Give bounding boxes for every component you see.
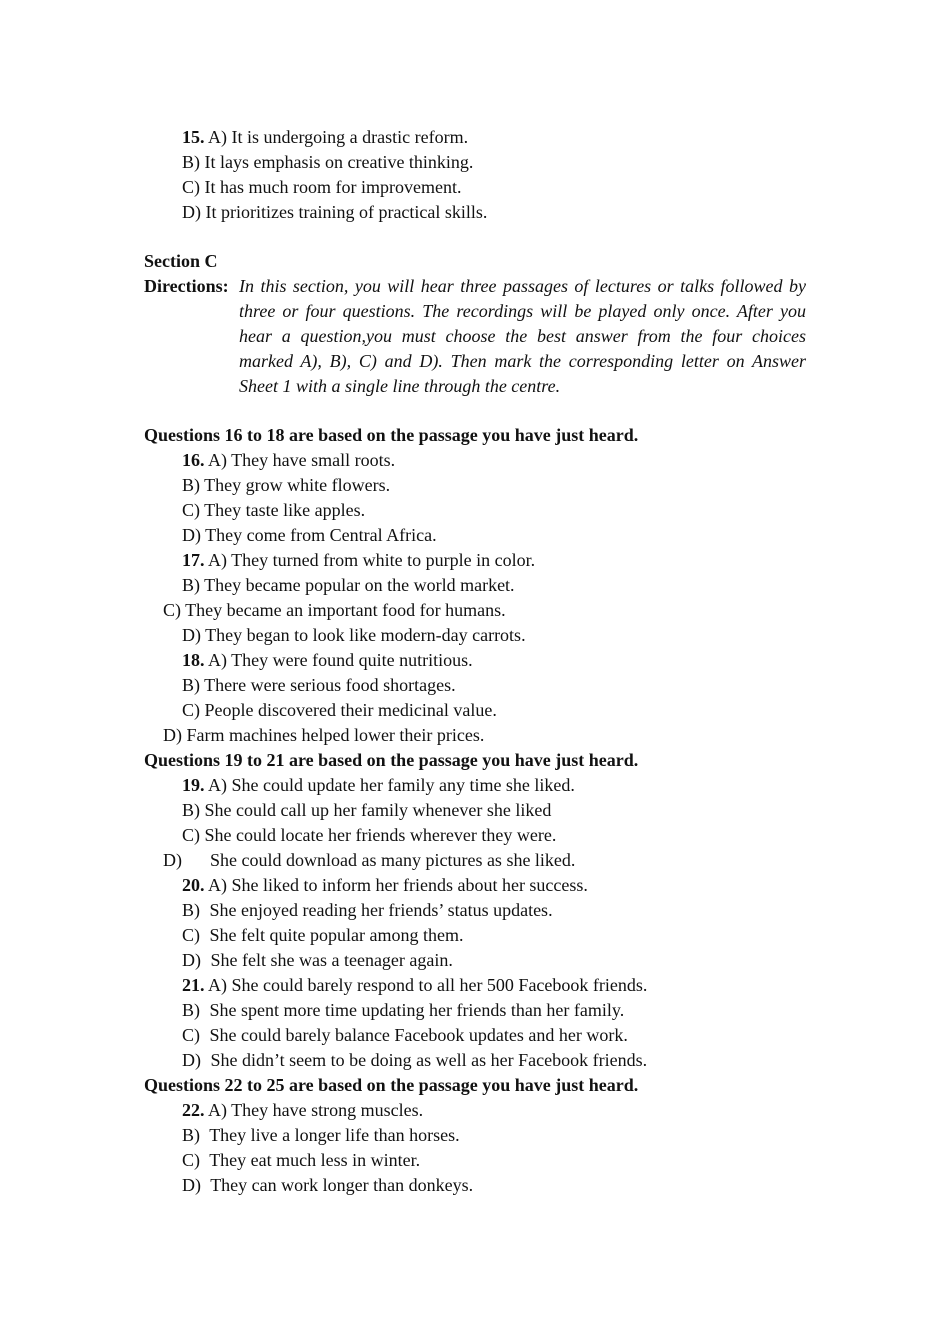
q16-number: 16. xyxy=(182,450,205,470)
group-heading-22-25: Questions 22 to 25 are based on the passage you have just heard. xyxy=(144,1075,639,1095)
q21-number: 21. xyxy=(182,975,205,995)
directions-label: Directions: xyxy=(144,276,229,296)
q21-option-b: B) She spent more time updating her friends than her family. xyxy=(182,1000,625,1020)
q21-option-a: 21. A) She could barely respond to all her 500 Facebook friends. xyxy=(182,975,648,995)
q19-option-c: C) She could locate her friends wherever they were. xyxy=(182,825,557,845)
q17-option-b: B) They became popular on the world market. xyxy=(182,575,515,595)
group-heading-19-21: Questions 19 to 21 are based on the passage you have just heard. xyxy=(144,750,639,770)
q18-option-b: B) There were serious food shortages. xyxy=(182,675,456,695)
directions-text: In this section, you will hear three passages of lectures or talks followed by three or four questions. The recordings will be played only once. After you hear a question,you must choose the best answer from the four choices marked A), B), C) and D). Then mark the corresponding letter on Answer Sheet 1 with a single line through the centre. xyxy=(239,276,806,396)
q21-option-d: D) She didn’t seem to be doing as well as her Facebook friends. xyxy=(182,1050,648,1070)
q18-number: 18. xyxy=(182,650,205,670)
q19-number: 19. xyxy=(182,775,205,795)
section-title: Section C xyxy=(144,251,218,271)
q22-number: 22. xyxy=(182,1100,205,1120)
q16-option-d: D) They come from Central Africa. xyxy=(182,525,437,545)
q16-option-a: 16. A) They have small roots. xyxy=(182,450,396,470)
q22-option-d: D) They can work longer than donkeys. xyxy=(182,1175,474,1195)
q20-number: 20. xyxy=(182,875,205,895)
q20-option-c: C) She felt quite popular among them. xyxy=(182,925,464,945)
q16-option-b: B) They grow white flowers. xyxy=(182,475,391,495)
q17-option-d: D) They began to look like modern-day carrots. xyxy=(182,625,526,645)
q18-option-d: D) Farm machines helped lower their prices. xyxy=(163,725,485,745)
q17-number: 17. xyxy=(182,550,205,570)
q19-option-b: B) She could call up her family whenever she liked xyxy=(182,800,552,820)
q19-option-a: 19. A) She could update her family any time she liked. xyxy=(182,775,575,795)
q19-option-d: D) She could download as many pictures as she liked. xyxy=(163,850,576,870)
q17-option-a: 17. A) They turned from white to purple in color. xyxy=(182,550,536,570)
q20-option-a: 20. A) She liked to inform her friends about her success. xyxy=(182,875,588,895)
q17-option-c: C) They became an important food for humans. xyxy=(163,600,506,620)
q15-option-d: D) It prioritizes training of practical skills. xyxy=(182,202,488,222)
q15-number: 15. xyxy=(182,127,205,147)
q22-option-b: B) They live a longer life than horses. xyxy=(182,1125,460,1145)
q18-option-a: 18. A) They were found quite nutritious. xyxy=(182,650,473,670)
q16-option-c: C) They taste like apples. xyxy=(182,500,366,520)
q15-option-a: 15. A) It is undergoing a drastic reform. xyxy=(182,127,469,147)
q22-option-a: 22. A) They have strong muscles. xyxy=(182,1100,424,1120)
q20-option-b: B) She enjoyed reading her friends’ status updates. xyxy=(182,900,553,920)
q18-option-c: C) People discovered their medicinal value. xyxy=(182,700,497,720)
group-heading-16-18: Questions 16 to 18 are based on the passage you have just heard. xyxy=(144,425,639,445)
q21-option-c: C) She could barely balance Facebook updates and her work. xyxy=(182,1025,628,1045)
q22-option-c: C) They eat much less in winter. xyxy=(182,1150,421,1170)
q15-option-b: B) It lays emphasis on creative thinking. xyxy=(182,152,474,172)
q15-option-c: C) It has much room for improvement. xyxy=(182,177,462,197)
q20-option-d: D) She felt she was a teenager again. xyxy=(182,950,453,970)
